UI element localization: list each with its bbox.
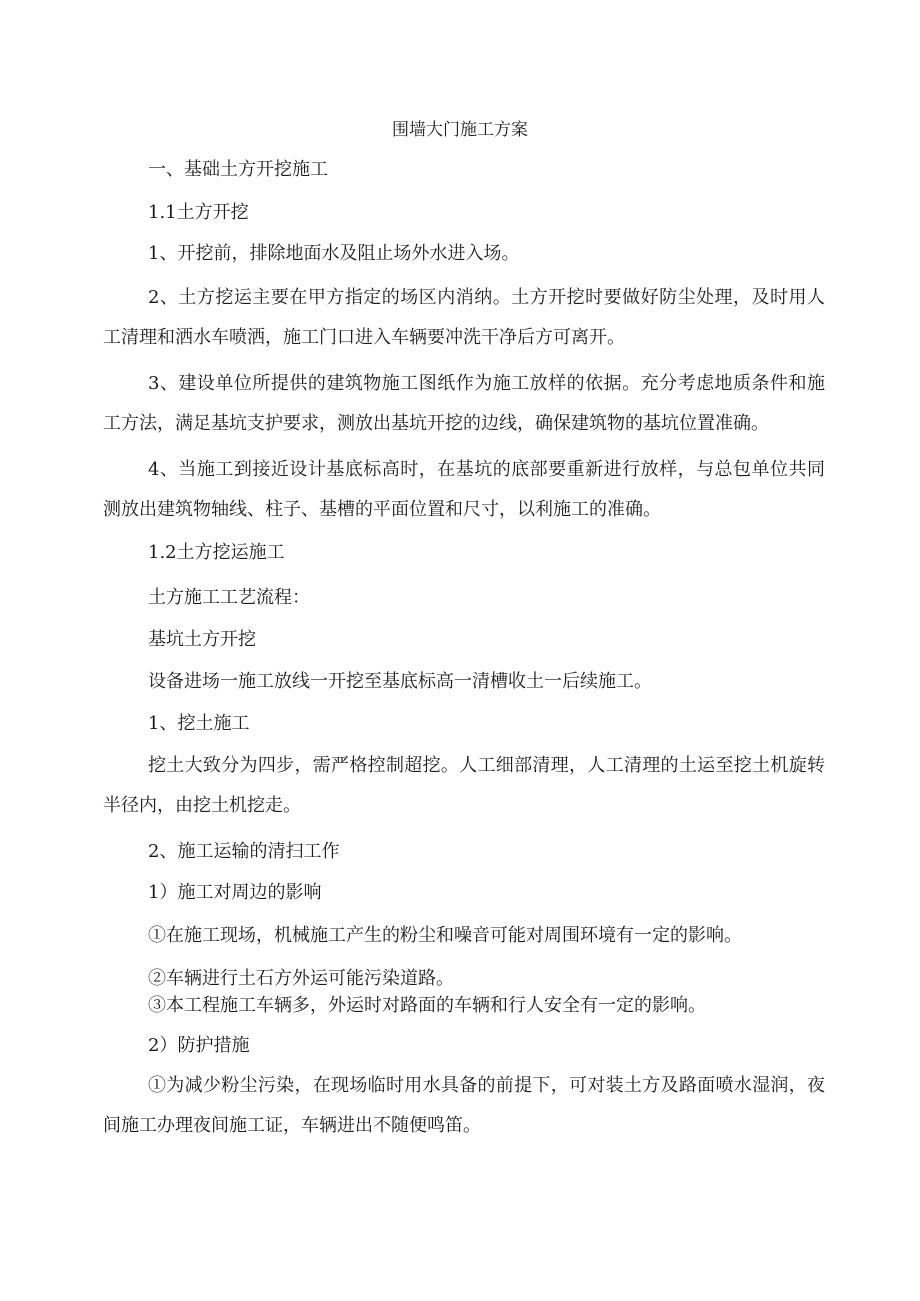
pit-label: 基坑土方开挖 <box>148 629 256 650</box>
paragraph-1: 1、开挖前，排除地面水及阻止场外水进入场。 <box>148 243 520 264</box>
paragraph-4: 4、当施工到接近设计基底标高时，在基坑的底部要重新进行放样，与总包单位共同测放出建筑物轴线、柱子、基槽的平面位置和尺寸，以利施工的准确。 <box>103 459 825 520</box>
measure-item-1: ①为减少粉尘污染，在现场临时用水具备的前提下，可对装土方及路面喷水湿润，夜间施工办理夜间施工证，车辆进出不随便鸣笛。 <box>103 1075 825 1136</box>
item-1-heading: 1、挖土施工 <box>148 713 250 734</box>
paragraph-2: 2、土方挖运主要在甲方指定的场区内消纳。土方开挖时要做好防尘处理，及时用人工清理和洒水车喷洒，施工门口进入车辆要冲洗干净后方可离开。 <box>103 287 825 348</box>
process-flow: 设备进场一施工放线一开挖至基底标高一清槽收土一后续施工。 <box>148 671 652 692</box>
subsection-heading-1-2: 1.2土方挖运施工 <box>148 542 285 563</box>
paragraph-3: 3、建设单位所提供的建筑物施工图纸作为施工放样的依据。充分考虑地质条件和施工方法，满足基坑支护要求，测放出基坑开挖的边线，确保建筑物的基坑位置准确。 <box>103 373 825 434</box>
document-title: 围墙大门施工方案 <box>392 120 528 140</box>
impact-item-1: ①在施工现场，机械施工产生的粉尘和噪音可能对周围环境有一定的影响。 <box>148 925 742 946</box>
item-1-body: 挖土大致分为四步，需严格控制超挖。人工细部清理，人工清理的土运至挖土机旋转半径内，由挖土机挖走。 <box>103 755 825 816</box>
impact-item-3: ③本工程施工车辆多，外运时对路面的车辆和行人安全有一定的影响。 <box>148 995 706 1016</box>
subsection-heading-1-1: 1.1土方开挖 <box>148 202 249 223</box>
impact-heading: 1）施工对周边的影响 <box>148 882 322 903</box>
impact-item-2: ②车辆进行土石方外运可能污染道路。 <box>148 968 454 989</box>
item-2-heading: 2、施工运输的清扫工作 <box>148 841 340 862</box>
section-heading-1: 一、基础土方开挖施工 <box>148 159 328 180</box>
measures-heading: 2）防护措施 <box>148 1035 250 1056</box>
process-label: 土方施工工艺流程： <box>148 587 310 608</box>
